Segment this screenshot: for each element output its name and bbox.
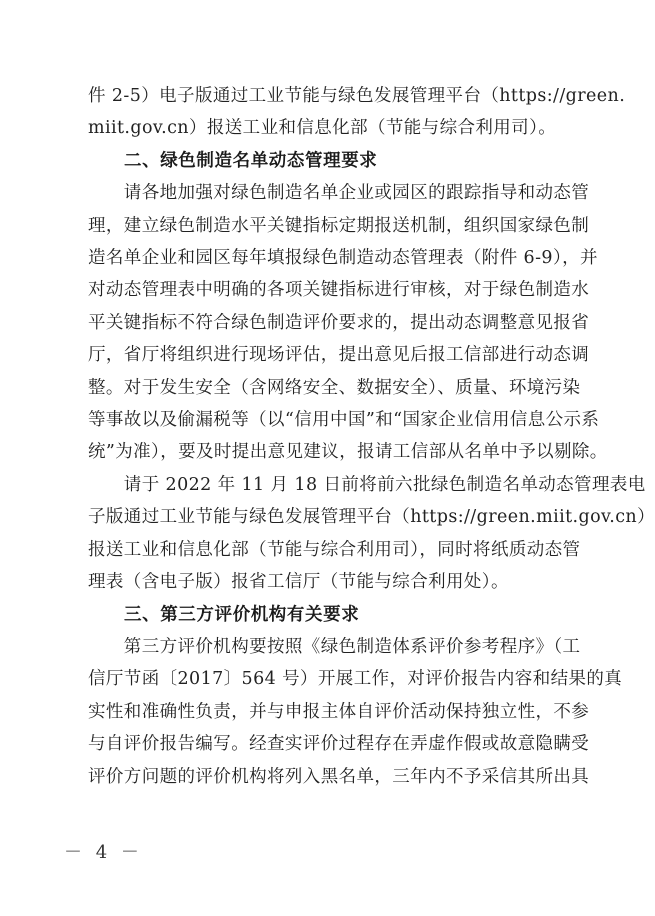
paragraph-third-party-line: 信厅节函〔2017〕564 号）开展工作，对评价报告内容和结果的真 xyxy=(88,669,623,690)
paragraph-dynamic-management-line: 请各地加强对绿色制造名单企业或园区的跟踪指导和动态管 xyxy=(88,183,590,204)
paragraph-submission-cont-line: miit.gov.cn）报送工业和信息化部（节能与综合利用司）。 xyxy=(88,118,557,139)
paragraph-deadline-line: 理表（含电子版）报省工信厅（节能与综合利用处）。 xyxy=(88,572,509,593)
document-body xyxy=(88,80,655,793)
paragraph-dynamic-management-line: 对动态管理表中明确的各项关键指标进行审核，对于绿色制造水 xyxy=(88,280,590,301)
paragraph-third-party-line: 与自评价报告编写。经查实评价过程存在弄虚作假或故意隐瞒受 xyxy=(88,734,590,755)
paragraph-deadline-line: 请于 2022 年 11 月 18 日前将前六批绿色制造名单动态管理表电 xyxy=(88,474,646,495)
paragraph-dynamic-management-line: 等事故以及偷漏税等（以“信用中国”和“国家企业信用信息公示系 xyxy=(88,410,600,431)
section-heading-third-party: 三、第三方评价机构有关要求 xyxy=(124,604,360,625)
paragraph-dynamic-management-line: 造名单企业和园区每年填报绿色制造动态管理表（附件 6-9），并 xyxy=(88,248,598,269)
paragraph-third-party-line: 评价方问题的评价机构将列入黑名单，三年内不予采信其所出具 xyxy=(88,766,590,787)
paragraph-deadline-line: 报送工业和信息化部（节能与综合利用司），同时将纸质动态管 xyxy=(88,539,581,560)
paragraph-dynamic-management-line: 厅，省厅将组织进行现场评估，提出意见后报工信部进行动态调 xyxy=(88,345,590,366)
paragraph-third-party-line: 实性和准确性负责，并与申报主体自评价活动保持独立性，不参 xyxy=(88,701,590,722)
paragraph-third-party-line: 第三方评价机构要按照《绿色制造体系评价参考程序》（工 xyxy=(88,636,581,657)
paragraph-deadline-line: 子版通过工业节能与绿色发展管理平台（https://green.miit.gov.cn） xyxy=(88,507,655,528)
section-heading-dynamic-management: 二、绿色制造名单动态管理要求 xyxy=(124,150,378,171)
page-number: － 4 － xyxy=(64,842,143,863)
paragraph-dynamic-management-line: 整。对于发生安全（含网络安全、数据安全）、质量、环境污染 xyxy=(88,377,581,398)
paragraph-dynamic-management-line: 理，建立绿色制造水平关键指标定期报送机制，组织国家绿色制 xyxy=(88,215,590,236)
paragraph-dynamic-management-line: 平关键指标不符合绿色制造评价要求的，提出动态调整意见报省 xyxy=(88,312,590,333)
paragraph-submission-cont-line: 件 2-5）电子版通过工业节能与绿色发展管理平台（https://green. xyxy=(88,86,626,106)
paragraph-dynamic-management-line: 统”为准），要及时提出意见建议，报请工信部从名单中予以剔除。 xyxy=(88,442,608,463)
